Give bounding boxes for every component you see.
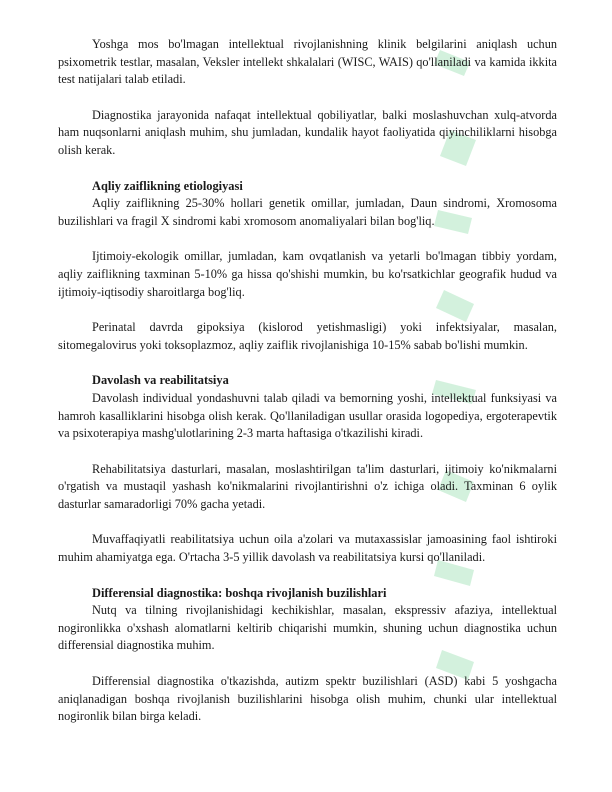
paragraph: Ijtimoiy-ekologik omillar, jumladan, kam ovqatlanish va yetarli bo'lmagan tibbiy yordam, aqliy zaiflikning taxminan 5-10% ga hissa qo'shishi mumkin, bu ko'rsatkichlar geografik hudud va ijtimoiy-iqtisodiy sharoitlarga bog'liq. bbox=[58, 249, 557, 299]
section-differential-diagnosis bbox=[58, 585, 557, 726]
section-heading: Davolash va reabilitatsiya bbox=[92, 373, 229, 388]
section-treatment bbox=[58, 372, 557, 566]
paragraph: Rehabilitatsiya dasturlari, masalan, moslashtirilgan ta'lim dasturlari, ijtimoiy ko'nikmalarni o'rgatish va mustaqil yashash ko'nikmalarini rivojlantirishni o'z ichiga oladi. Taxminan 6 oylik dasturlar samaradorligi 70% gacha yetadi. bbox=[58, 461, 557, 511]
document-page bbox=[58, 36, 557, 726]
paragraph-intro-1: Yoshga mos bo'lmagan intellektual rivojlanishning klinik belgilarini aniqlash uchun psixometrik testlar, masalan, Veksler intellekt shkalalari (WISC, WAIS) qo'llaniladi va kamida ikkita test natijalari talab etiladi. bbox=[58, 37, 557, 87]
paragraph: Perinatal davrda gipoksiya (kislorod yetishmasligi) yoki infektsiyalar, masalan, sitomegalovirus yoki toksoplazmoz, aqliy zaiflik rivojlanishiga 10-15% sabab bo'lishi mumkin. bbox=[58, 320, 557, 352]
paragraph: Muvaffaqiyatli reabilitatsiya uchun oila a'zolari va mutaxassislar jamoasining faol ishtiroki muhim ahamiyatga ega. O'rtacha 3-5 yillik davolash va reabilitatsiya kursi qo'llaniladi. bbox=[58, 532, 557, 565]
section-etiology bbox=[58, 178, 557, 355]
paragraph: Davolash individual yondashuvni talab qiladi va bemorning yoshi, intellektual funksiyasi va hamroh kasalliklarini hisobga olish kerak. Qo'llaniladigan usullar orasida logopediya, ergoterapevtik va psixoterapiya mashg'ulotlarining 2-3 marta haftasiga o'tkazilishi kiradi. bbox=[58, 390, 557, 441]
paragraph: Nutq va tilning rivojlanishidagi kechikishlar, masalan, ekspressiv afaziya, intellektual nogironlikka o'xshash alomatlarni keltirib chiqarishi mumkin, shuning uchun diagnostika uchun differensial diagnostika muhim. bbox=[58, 603, 557, 653]
section-heading: Aqliy zaiflikning etiologiyasi bbox=[92, 178, 243, 193]
paragraph: Differensial diagnostika o'tkazishda, autizm spektr buzilishlari (ASD) kabi 5 yoshgacha aniqlanadigan boshqa rivojlanish buzilishlarini hisobga olish muhim, chunki ular intellektual nogironlik bilan birga keladi. bbox=[58, 674, 557, 724]
section-heading: Differensial diagnostika: boshqa rivojlanish buzilishlari bbox=[92, 585, 387, 600]
paragraph: Aqliy zaiflikning 25-30% hollari genetik omillar, jumladan, Daun sindromi, Xromosoma buzilishlari va fragil X sindromi kabi xromosom anomaliyalari bilan bog'liq. bbox=[58, 196, 557, 228]
paragraph-intro-2: Diagnostika jarayonida nafaqat intellektual qobiliyatlar, balki moslashuvchan xulq-atvorda ham nuqsonlarni aniqlash muhim, shu jumladan, kundalik hayot faoliyatida qiyinchiliklarni hisobga olish kerak. bbox=[58, 107, 557, 157]
